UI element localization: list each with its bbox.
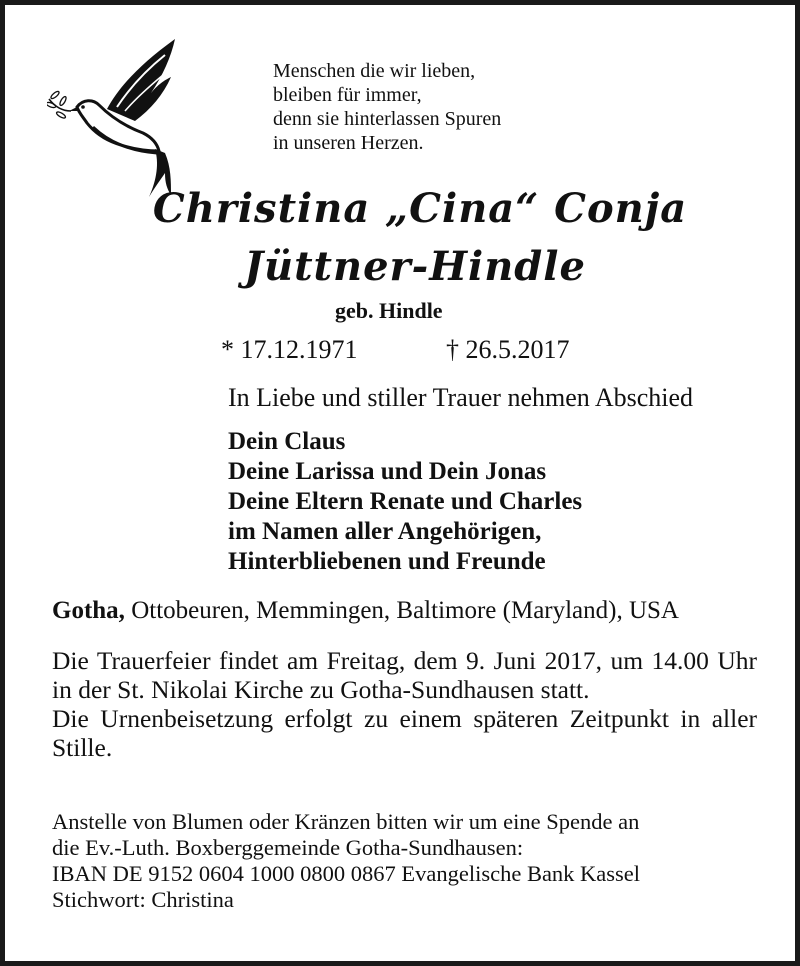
other-places: Ottobeuren, Memmingen, Baltimore (Maryland), USA <box>124 597 679 624</box>
donation-iban: IBAN DE 9152 0604 1000 0800 0867 Evangelische Bank Kassel <box>52 861 641 886</box>
motto-line: Menschen die wir lieben, <box>273 60 476 82</box>
farewell-intro: In Liebe und stiller Trauer nehmen Abschied <box>228 383 694 412</box>
ceremony-info <box>52 646 757 762</box>
motto-line: bleiben für immer, <box>273 84 422 106</box>
mourner-line: Dein Claus <box>228 428 346 455</box>
motto-line: in unseren Herzen. <box>273 132 424 154</box>
deceased-name-first: Christina „Cina“ Conja <box>152 185 688 232</box>
mourner-line: Hinterbliebenen und Freunde <box>228 548 546 575</box>
urn-burial-text: Die Urnenbeisetzung erfolgt zu einem späteren Zeitpunkt in aller Stille. <box>52 704 757 762</box>
mourner-line: im Namen aller Angehörigen, <box>228 518 542 545</box>
donation-line: Anstelle von Blumen oder Kränzen bitten wir um eine Spende an <box>52 809 640 834</box>
dove-icon <box>47 37 187 202</box>
motto-line: denn sie hinterlassen Spuren <box>273 108 502 130</box>
main-place: Gotha, <box>52 597 125 624</box>
funeral-service-text: Die Trauerfeier findet am Freitag, dem 9. Juni 2017, um 14.00 Uhr in der St. Nikolai Kirche zu Gotha-Sundhausen statt. <box>52 646 757 704</box>
mourner-line: Deine Eltern Renate und Charles <box>228 488 583 515</box>
death-date: † 26.5.2017 <box>446 335 570 364</box>
donation-info <box>52 809 762 913</box>
places-line <box>52 597 679 625</box>
mourner-line: Deine Larissa und Dein Jonas <box>228 458 547 485</box>
maiden-name: geb. Hindle <box>335 298 443 323</box>
mourners-list <box>228 427 582 577</box>
deceased-name-last: Jüttner-Hindle <box>244 243 586 290</box>
birth-date: * 17.12.1971 <box>221 335 358 364</box>
donation-keyword: Stichwort: Christina <box>52 887 234 912</box>
donation-line: die Ev.-Luth. Boxberggemeinde Gotha-Sundhausen: <box>52 835 524 860</box>
motto-verse <box>273 59 501 155</box>
